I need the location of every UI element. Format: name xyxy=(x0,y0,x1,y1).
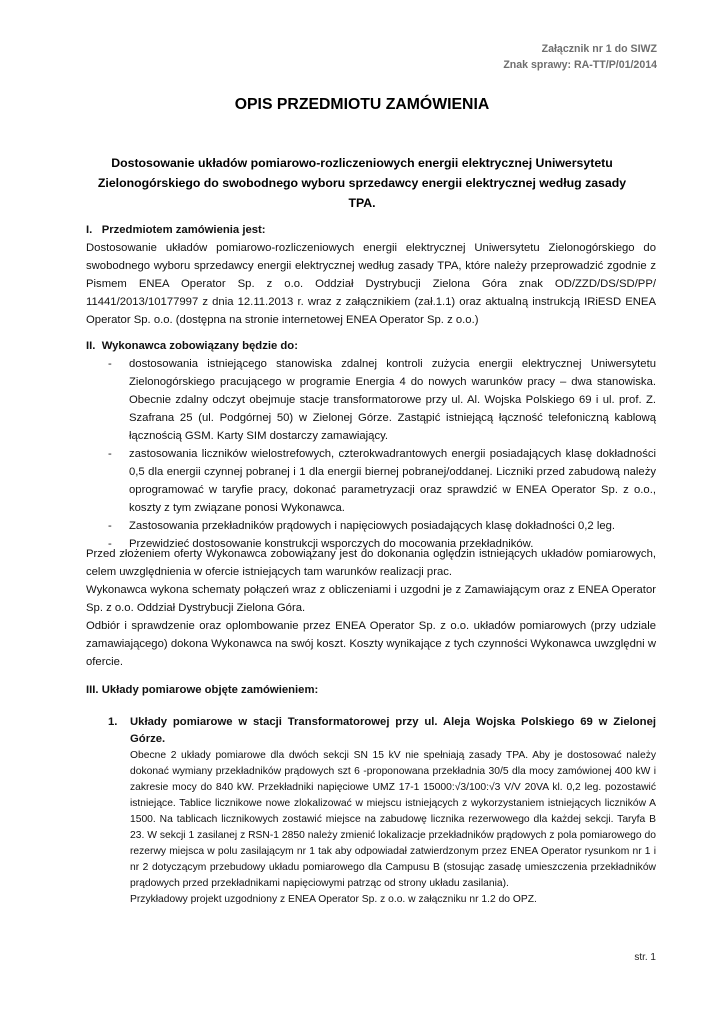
page-number: str. 1 xyxy=(634,952,656,963)
item-1-body xyxy=(108,748,656,908)
section-2-notes xyxy=(86,545,656,671)
list-item: - dostosowania istniejącego stanowiska zdalnej kontroli zużycia energii elektrycznej Uniwersytetu Zielonogórskiego pracującego w programie Energia 4 do nowych warunków pracy – dwa stanowiska. Obecnie zdalny odczyt obejmuje stacje transformatorowe przy ul. Al. Wojska Polskiego 69 i ul. prof. Z. Szafrana 25 (ul. Podgórnej 50) w Zielonej Górze. Zastąpić istniejącą łączność telefoniczną kablową łącznością GSM. Karty SIM dostarczy zamawiający. xyxy=(86,355,656,445)
item-1-description: Obecne 2 układy pomiarowe dla dwóch sekcji SN 15 kV nie spełniają zasady TPA. Aby je dostosować należy dokonać wymiany przekładników prądowych szt 6 -proponowana przekładnia 30/5 dla mocy zamówionej 400 kW i zakresie mocy do 840 kW. Przekładniki napięciowe UMZ 17-1 15000:√3/100:√3 V/V 20VA kl. 0,2 leg. pozostawić istniejące. Tablice licznikowe nowe zlokalizować w miejscu istniejących z wykorzystaniem istniejących liczników A 1500. Na tablicach licznikowych zostawić miejsce na zabudowę licznika rezerwowego dla każdej sekcji. Taryfa B 23. W sekcji 1 zasilanej z RSN-1 2850 należy zmienić lokalizacje przekładników prądowych z pola pomiarowego do rezerwy miejsca w polu zasilającym nr 1 tak aby odpowiadał zatwierdzonym przez ENEA Operator rysunkom nr 1 i nr 2 dotyczącym przebudowy układu pomiarowego dla Campusu B (stosując zasadę umieszczenia przekładników prądowych przed przekładnikami napięciowymi patrząc od strony układu zasilania). xyxy=(130,750,656,889)
section-1 xyxy=(86,221,656,329)
list-item: - Zastosowania przekładników prądowych i napięciowych posiadających klasę dokładności 0,2 leg. xyxy=(86,517,656,535)
section-3-heading-wrap xyxy=(86,681,656,699)
section-3-item-1 xyxy=(108,714,656,908)
section-2 xyxy=(86,337,656,553)
section-2-heading: II. Wykonawca zobowiązany będzie do: xyxy=(86,340,298,352)
list-item: - Przewidzieć dostosowanie konstrukcji wsporczych do mocowania przekładników. xyxy=(86,535,656,553)
paragraph: Przed złożeniem oferty Wykonawca zobowiązany jest do dokonania oględzin istniejących układów pomiarowych, celem uwzględnienia w ofercie istniejących tam warunków realizacji prac. xyxy=(86,548,656,578)
page-subtitle: Dostosowanie układów pomiarowo-rozliczeniowych energii elektrycznej Uniwersytetu Zielonogórskiego do swobodnego wyboru sprzedawcy energii elektrycznej według zasady TPA. xyxy=(97,156,627,210)
case-number: Znak sprawy: RA-TT/P/01/2014 xyxy=(503,59,657,71)
obligations-list xyxy=(86,355,656,553)
item-1-title: Układy pomiarowe w stacji Transformatorowej przy ul. Aleja Wojska Polskiego 69 w Zielonej Górze. xyxy=(130,716,656,745)
page-title: OPIS PRZEDMIOTU ZAMÓWIENIA xyxy=(234,96,490,113)
paragraph: Wykonawca wykona schematy połączeń wraz z obliczeniami i uzgodni je z Zamawiającym oraz z ENEA Operator Sp. z o.o. Oddział Dystrybucji Zielona Góra. xyxy=(86,584,656,614)
item-1-example: Przykładowy projekt uzgodniony z ENEA Operator Sp. z o.o. w załączniku nr 1.2 do OPZ. xyxy=(130,894,537,905)
section-1-body: Dostosowanie układów pomiarowo-rozliczeniowych energii elektrycznej Uniwersytetu Zielonogórskiego do swobodnego wyboru sprzedawcy energii elektrycznej według zasady TPA, które należy przeprowadzić zgodnie z Pismem ENEA Operator Sp. z o.o. Oddział Dystrybucji Zielona Góra znak OD/ZZD/DS/SD/PP/ 11441/2013/10177997 z dnia 12.11.2013 r. wraz z załącznikiem (zał.1.1) oraz aktualną instrukcją IRiESD ENEA Operator Sp. o.o. (dostępna na stronie internetowej ENEA Operator Sp. z o.o.) xyxy=(86,242,656,326)
attachment-label: Załącznik nr 1 do SIWZ xyxy=(541,43,657,55)
list-item: - zastosowania liczników wielostrefowych, czterokwadrantowych energii posiadających klasę dokładności 0,5 dla energii czynnej pobranej i 1 dla energii biernej pobranej/oddanej. Liczniki przed zabudową należy oprogramować w taryfie pracy, dokonać parametryzacji oraz sprawdzić w ENEA Operator Sp. z o.o., koszty z tym związane ponosi Wykonawca. xyxy=(86,445,656,517)
item-1-heading xyxy=(108,714,656,748)
section-1-heading: I. Przedmiotem zamówienia jest: xyxy=(86,224,266,236)
document-header xyxy=(503,41,657,73)
section-3-heading: III. Układy pomiarowe objęte zamówieniem: xyxy=(86,684,319,696)
item-1-number: 1. xyxy=(108,716,118,728)
paragraph: Odbiór i sprawdzenie oraz oplombowanie przez ENEA Operator Sp. z o.o. układów pomiarowych (przy udziale zamawiającego) dokona Wykonawca na swój koszt. Koszty wynikające z tych czynności Wykonawca uwzględni w ofercie. xyxy=(86,620,656,668)
